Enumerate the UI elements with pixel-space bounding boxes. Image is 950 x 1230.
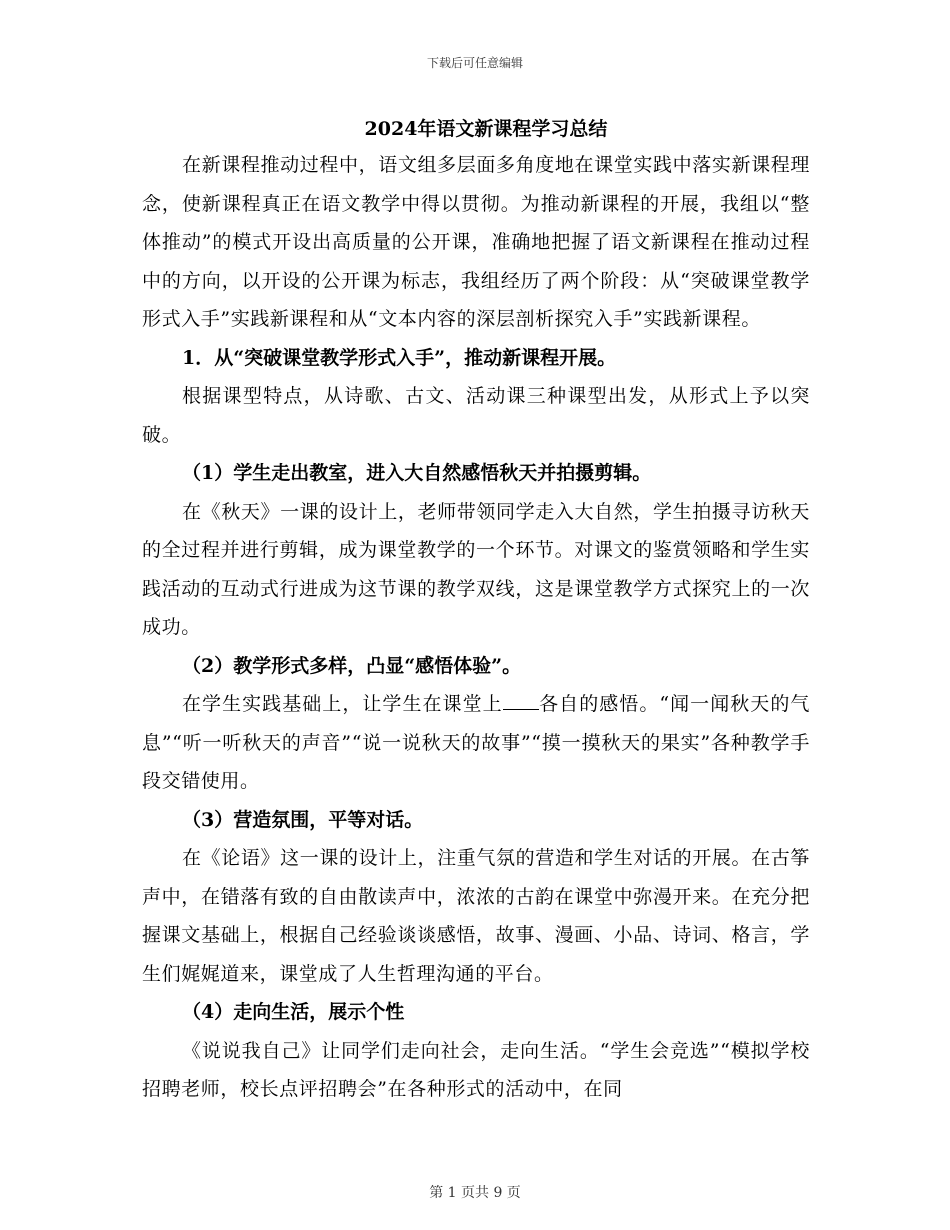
intro-paragraph: 在新课程推动过程中，语文组多层面多角度地在课堂实践中落实新课程理念，使新课程真正在语文教学中得以贯彻。为推动新课程的开展，我组以“整体推动”的模式开设出高质量的公开课，准确地把握了语文新课程在推动过程中的方向，以开设的公开课为标志，我组经历了两个阶段：从“突破课堂教学形式入手”实践新课程和从“文本内容的深层剖析探究入手”实践新课程。: [142, 154, 810, 330]
subsection-4-heading: （4）走向生活，展示个性: [182, 1001, 405, 1023]
section-1-heading: 1．从“突破课堂教学形式入手”，推动新课程开展。: [182, 346, 617, 369]
subsection-3-paragraph: 在《论语》这一课的设计上，注重气氛的营造和学生对话的开展。在古筝声中，在错落有致的自由散读声中，浓浓的古韵在课堂中弥漫开来。在充分把握课文基础上，根据自己经验谈谈感悟，故事、漫画、小品、诗词、格言，学生们娓娓道来，课堂成了人生哲理沟通的平台。: [142, 847, 810, 985]
subsection-1-paragraph: 在《秋天》一课的设计上，老师带领同学走入大自然，学生拍摄寻访秋天的全过程并进行剪辑，成为课堂教学的一个环节。对课文的鉴赏领略和学生实践活动的互动式行进成为这节课的教学双线，这是课堂教学方式探究上的一次成功。: [142, 500, 810, 638]
subsection-4-paragraph: 《说说我自己》让同学们走向社会，走向生活。“学生会竞选”“模拟学校招聘老师，校长点评招聘会”在各种形式的活动中，在同: [142, 1039, 810, 1100]
subsection-2-text-after-blank: 各自的感悟。“闻一闻秋天的气息”“听一听秋天的声音”“说一说秋天的故事”“摸一摸秋天的果实”各种教学手段交错使用。: [142, 693, 810, 792]
page-footer: 第 1 页共 9 页: [429, 1185, 521, 1201]
page-header: 下载后可任意编辑: [426, 56, 523, 70]
section-1-paragraph: 根据课型特点，从诗歌、古文、活动课三种课型出发，从形式上予以突破。: [142, 385, 810, 446]
fill-in-blank: [503, 691, 539, 710]
subsection-3-heading: （3）营造氛围，平等对话。: [182, 808, 424, 831]
document-body: [142, 112, 810, 1109]
document-title: 2024年语文新课程学习总结: [364, 118, 608, 140]
subsection-2-text-before-blank: 在学生实践基础上，让学生在课堂上: [182, 693, 503, 715]
subsection-1-heading: （1）学生走出教室，进入大自然感悟秋天并拍摄剪辑。: [182, 462, 652, 484]
subsection-2-paragraph: [142, 685, 810, 801]
subsection-2-heading: （2）教学形式多样，凸显“感悟体验”。: [182, 654, 522, 677]
